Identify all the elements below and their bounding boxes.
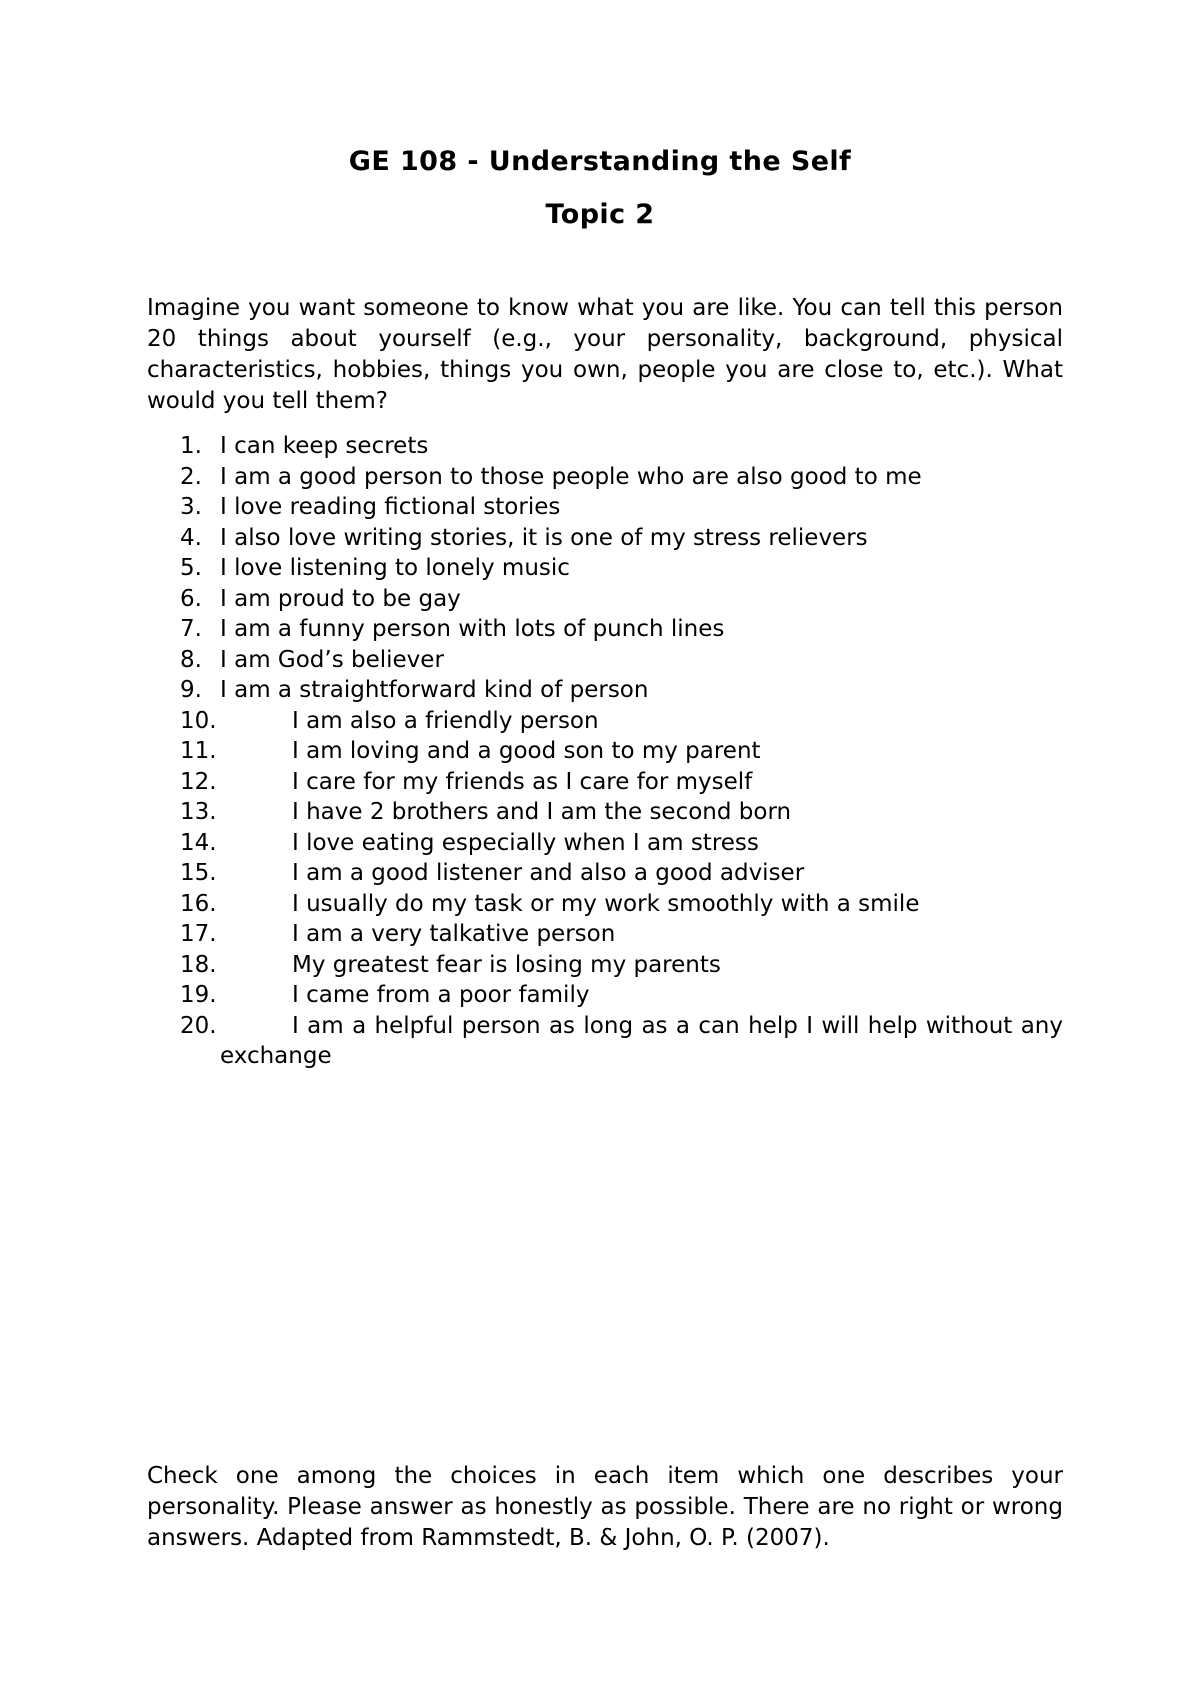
list-item-text: I can keep secrets — [220, 433, 429, 459]
list-item-number: 7. — [180, 616, 202, 642]
list-item — [170, 919, 1063, 950]
list-item-text: I care for my friends as I care for myself — [292, 768, 753, 795]
list-item-number: 13. — [180, 799, 217, 825]
list-item — [170, 950, 1063, 981]
list-item-text: I love reading fictional stories — [220, 494, 561, 520]
list-item — [170, 736, 1063, 767]
list-item — [170, 553, 1063, 584]
list-item — [170, 431, 1063, 462]
list-item — [170, 889, 1063, 920]
list-item-number: 6. — [180, 585, 202, 612]
list-item — [170, 828, 1063, 859]
list-item-text: I am a funny person with lots of punch lines — [220, 616, 725, 642]
list-item-number: 1. — [180, 433, 202, 459]
list-item — [170, 1011, 1063, 1072]
list-item-number: 14. — [180, 829, 217, 856]
list-item-number: 18. — [180, 951, 217, 978]
list-item-text: I am loving and a good son to my parent — [292, 738, 761, 764]
intro-paragraph: Imagine you want someone to know what you are like. You can tell this person 20 things about yourself (e.g., your personality, background, physical characteristics, hobbies, things you own, people you are close to, etc.). What would you tell them? — [147, 295, 1063, 414]
page-title: GE 108 - Understanding the Self — [348, 146, 852, 177]
list-item — [170, 584, 1063, 615]
list-item-text: I also love writing stories, it is one of my stress relievers — [220, 524, 868, 551]
list-item-number: 4. — [180, 524, 202, 551]
list-item-number: 15. — [180, 860, 217, 886]
list-item — [170, 706, 1063, 737]
list-item-text: I came from a poor family — [292, 982, 590, 1008]
list-item-number: 8. — [180, 646, 202, 673]
list-item-number: 12. — [180, 768, 217, 795]
list-item-text: I am a good listener and also a good adviser — [292, 860, 805, 886]
list-item — [170, 797, 1063, 828]
list-item-number: 3. — [180, 494, 202, 520]
list-item — [170, 767, 1063, 798]
list-item — [170, 492, 1063, 523]
list-item — [170, 980, 1063, 1011]
list-item-number: 11. — [180, 738, 217, 764]
list-item-number: 17. — [180, 921, 217, 947]
list-item-number: 2. — [180, 463, 202, 490]
list-item-text: I love listening to lonely music — [220, 555, 570, 581]
list-item-text: I am proud to be gay — [220, 585, 461, 612]
list-item-text: I have 2 brothers and I am the second born — [292, 799, 792, 825]
list-item-text: I am God’s believer — [220, 646, 444, 673]
list-item-text: I usually do my task or my work smoothly with a smile — [292, 890, 920, 917]
list-item-number: 10. — [180, 707, 217, 734]
list-item-text: I am also a friendly person — [292, 707, 599, 734]
list-item-text: My greatest fear is losing my parents — [292, 951, 721, 978]
list-item-text: I am a very talkative person — [292, 921, 616, 947]
list-item-text: I love eating especially when I am stress — [292, 829, 759, 856]
list-item — [170, 462, 1063, 493]
list-item — [170, 614, 1063, 645]
list-item-number: 5. — [180, 555, 202, 581]
list-item-number: 20. — [180, 1012, 217, 1039]
list-item-text: I am a helpful person as long as a can help I will help without any exchange — [220, 1012, 1063, 1069]
list-item-text: I am a good person to those people who are also good to me — [220, 463, 922, 490]
list-item — [170, 645, 1063, 676]
instructions-paragraph: Check one among the choices in each item which one describes your personality. Please answer as honestly as possible. There are no right or wrong answers. Adapted from Rammstedt, B. & John, O. P. (2007). — [147, 1463, 1063, 1551]
list-item — [170, 858, 1063, 889]
list-item — [170, 523, 1063, 554]
topic-heading: Topic 2 — [545, 199, 655, 230]
list-item-number: 16. — [180, 890, 217, 917]
list-item — [170, 675, 1063, 706]
list-item-number: 19. — [180, 982, 217, 1008]
list-item-text: I am a straightforward kind of person — [220, 677, 649, 703]
list-item-number: 9. — [180, 677, 202, 703]
answers-list — [170, 431, 1063, 1072]
